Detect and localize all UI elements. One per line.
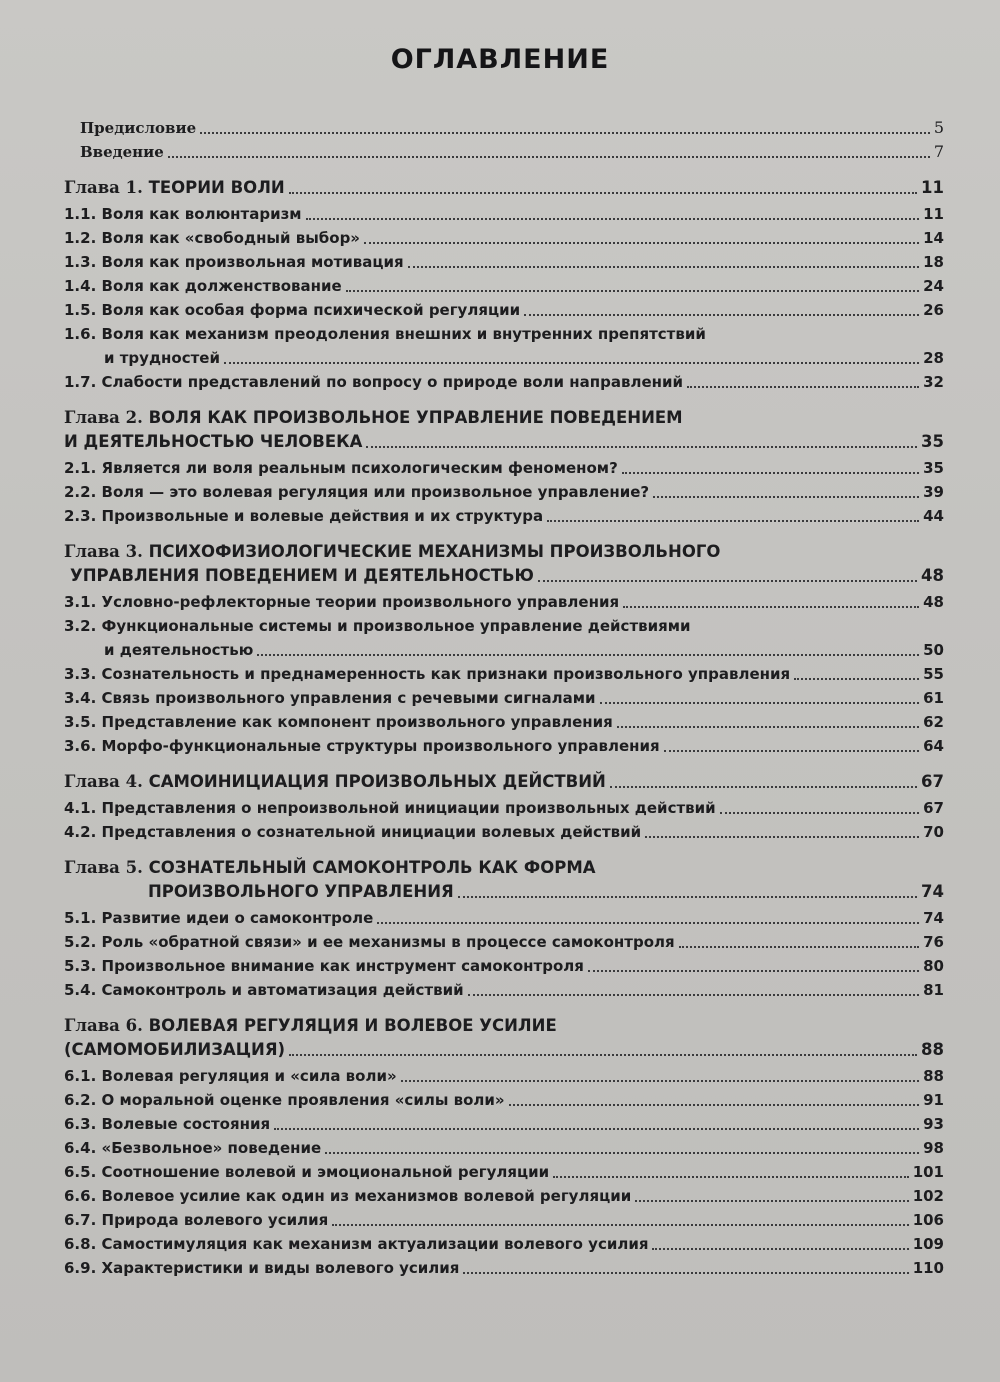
section-page: 64 [923,737,944,755]
section-label [64,1208,328,1232]
section-label [64,370,683,394]
dot-leader [547,506,919,522]
section-label [64,1232,648,1256]
section-label [64,734,660,758]
section-title-cont: и трудностей [104,349,220,367]
chapter-title: СОЗНАТЕЛЬНЫЙ САМОКОНТРОЛЬ КАК ФОРМА [148,858,596,877]
section-line [64,1136,944,1160]
section-label [64,1184,631,1208]
section-entry[interactable] [64,322,944,370]
dot-leader [325,1138,919,1154]
section-line [64,370,944,394]
section-page: 32 [923,373,944,391]
section-title: Волевое усилие как один из механизмов волевой регуляции [101,1187,632,1205]
section-line [64,954,944,978]
section-page: 48 [923,593,944,611]
dot-leader [332,1210,908,1226]
section-page: 67 [923,799,944,817]
section-title: Воля как «свободный выбор» [101,229,360,247]
section-page: 98 [923,1139,944,1157]
section-page: 26 [923,301,944,319]
section-label [64,820,641,844]
dot-leader [224,348,919,364]
chapter-block [64,540,944,758]
chapter-page: 48 [921,566,944,585]
section-title: Воля — это волевая регуляция или произвольное управление? [101,483,650,501]
dot-leader [679,932,919,948]
section-number: 6.6. [64,1187,97,1205]
section-number: 6.8. [64,1235,97,1253]
section-title: Связь произвольного управления с речевыми сигналами [101,689,596,707]
chapter-prefix: Глава 2. [64,408,143,427]
chapter-list [64,176,944,1280]
chapter-title: САМОИНИЦИАЦИЯ ПРОИЗВОЛЬНЫХ ДЕЙСТВИЙ [148,772,606,791]
chapter-title: ТЕОРИИ ВОЛИ [148,178,285,197]
dot-leader [306,204,920,220]
section-title-cont: и деятельностью [104,641,254,659]
section-number: 2.2. [64,483,97,501]
section-entry[interactable] [64,1160,944,1184]
section-number: 6.7. [64,1211,97,1229]
section-title: Воля как особая форма психической регуляции [101,301,521,319]
chapter-title-cont: ПРОИЗВОЛЬНОГО УПРАВЛЕНИЯ [148,882,454,901]
section-title: О моральной оценке проявления «силы воли» [101,1091,505,1109]
section-entry[interactable] [64,710,944,734]
dot-leader [664,736,919,752]
section-line [64,1232,944,1256]
section-label [64,226,360,250]
chapter-title-wrap [64,176,285,200]
section-page: 28 [923,349,944,367]
section-title: Воля как произвольная мотивация [101,253,404,271]
section-entry[interactable] [64,978,944,1002]
section-line [64,978,944,1002]
section-entry[interactable] [64,1136,944,1160]
section-entry[interactable] [64,250,944,274]
section-line [64,298,944,322]
section-label [64,978,464,1002]
section-line [64,1088,944,1112]
dot-leader [588,956,919,972]
chapter-title-cont: УПРАВЛЕНИЯ ПОВЕДЕНИЕМ И ДЕЯТЕЛЬНОСТЬЮ [70,566,534,585]
section-title: Функциональные системы и произвольное управление действиями [101,617,691,635]
section-line [64,820,944,844]
chapter-block [64,1014,944,1280]
section-entry[interactable] [64,298,944,322]
section-entry[interactable] [64,1112,944,1136]
toc-entry-introduction[interactable] [80,140,944,164]
chapter-title: ПСИХОФИЗИОЛОГИЧЕСКИЕ МЕХАНИЗМЫ ПРОИЗВОЛЬНОГО [148,542,721,561]
section-line [64,1184,944,1208]
dot-leader [645,822,919,838]
section-line [64,322,944,346]
section-line [64,590,944,614]
section-entry[interactable] [64,480,944,504]
section-entry[interactable] [64,734,944,758]
section-line [64,662,944,686]
dot-leader [377,908,919,924]
section-page: 102 [912,1187,944,1205]
section-label [64,590,619,614]
section-title: Воля как волюнтаризм [101,205,302,223]
section-page: 50 [923,641,944,659]
section-number: 6.2. [64,1091,97,1109]
page-title: ОГЛАВЛЕНИЕ [390,44,610,75]
section-page: 88 [923,1067,944,1085]
section-line [64,1256,944,1280]
section-line [64,274,944,298]
section-page: 74 [923,909,944,927]
dot-leader [617,712,919,728]
section-label [64,1160,549,1184]
section-label [64,202,302,226]
section-line [64,686,944,710]
section-entry[interactable] [64,370,944,394]
section-title: Представления о сознательной инициации волевых действий [101,823,642,841]
section-entry[interactable] [64,686,944,710]
dot-leader [366,432,917,448]
chapter-title-wrap [64,770,606,794]
section-number: 1.7. [64,373,97,391]
section-page: 14 [923,229,944,247]
section-page: 91 [923,1091,944,1109]
section-number: 3.4. [64,689,97,707]
chapter-title-cont: (САМОМОБИЛИЗАЦИЯ) [64,1040,286,1059]
section-line [64,930,944,954]
section-page: 106 [912,1211,944,1229]
section-line [64,906,944,930]
section-page: 44 [923,507,944,525]
section-title: Является ли воля реальным психологическим феноменом? [101,459,618,477]
section-line [64,346,944,370]
section-label [64,250,404,274]
dot-leader [538,566,917,582]
dot-leader [623,592,919,608]
section-title: Представление как компонент произвольного управления [101,713,613,731]
section-label [64,796,716,820]
section-title: Воля как механизм преодоления внешних и внутренних препятствий [101,325,706,343]
section-number: 3.5. [64,713,97,731]
section-number: 4.2. [64,823,97,841]
chapter-title: ВОЛЕВАЯ РЕГУЛЯЦИЯ И ВОЛЕВОЕ УСИЛИЕ [148,1016,557,1035]
section-label [64,686,596,710]
dot-leader [524,300,919,316]
section-number: 6.3. [64,1115,97,1133]
section-label [64,1256,459,1280]
chapter-entry[interactable] [64,880,944,904]
dot-leader [635,1186,908,1202]
front-matter [64,116,944,164]
dot-leader [364,228,919,244]
chapter-entry[interactable] [64,564,944,588]
section-title: Роль «обратной связи» и ее механизмы в процессе самоконтроля [101,933,675,951]
section-label [64,1112,270,1136]
dot-leader [401,1066,919,1082]
chapter-block [64,770,944,844]
section-entry[interactable] [64,274,944,298]
dot-leader [600,688,920,704]
section-page: 24 [923,277,944,295]
section-entry[interactable] [64,614,944,662]
chapter-page: 35 [921,432,944,451]
section-entry[interactable] [64,456,944,480]
section-number: 6.9. [64,1259,97,1277]
section-title: Сознательность и преднамеренность как признаки произвольного управления [101,665,791,683]
section-page: 39 [923,483,944,501]
section-number: 1.1. [64,205,97,223]
entry-label: Введение [80,143,164,161]
section-title: Волевые состояния [101,1115,271,1133]
section-label [64,710,613,734]
section-line [64,614,944,638]
section-line [64,710,944,734]
section-title: Воля как долженствование [101,277,342,295]
section-page: 18 [923,253,944,271]
section-line [64,456,944,480]
dot-leader [610,772,917,788]
section-title: Развитие идеи о самоконтроле [101,909,374,927]
section-entry[interactable] [64,1064,944,1088]
section-entry[interactable] [64,1208,944,1232]
section-number: 5.3. [64,957,97,975]
dot-leader [652,1234,908,1250]
chapter-title-line [64,856,944,880]
section-title: Самоконтроль и автоматизация действий [101,981,464,999]
section-label [64,930,675,954]
chapter-entry[interactable] [64,430,944,454]
chapter-page: 67 [921,772,944,791]
section-number: 2.1. [64,459,97,477]
chapter-title-line [64,406,944,430]
chapter-prefix: Глава 4. [64,772,143,791]
section-page: 81 [923,981,944,999]
section-page: 110 [912,1259,944,1277]
entry-page: 7 [933,142,944,161]
section-page: 11 [923,205,944,223]
section-label [64,504,543,528]
dot-leader [553,1162,909,1178]
section-title: Представления о непроизвольной инициации произвольных действий [101,799,716,817]
chapter-prefix: Глава 6. [64,1016,143,1035]
section-title: Морфо-функциональные структуры произвольного управления [101,737,660,755]
chapter-block [64,406,944,528]
dot-leader [289,1040,917,1056]
toc-entry-preface[interactable] [80,116,944,140]
section-entry[interactable] [64,1184,944,1208]
chapter-entry[interactable] [64,1038,944,1062]
dot-leader [408,252,919,268]
section-entry[interactable] [64,662,944,686]
dot-leader [458,882,917,898]
section-number: 1.4. [64,277,97,295]
section-number: 3.2. [64,617,97,635]
section-title: Слабости представлений по вопросу о природе воли направлений [101,373,684,391]
section-number: 3.6. [64,737,97,755]
section-label [64,480,649,504]
section-line [64,504,944,528]
dot-leader [257,640,919,656]
section-label [64,1136,321,1160]
section-number: 6.1. [64,1067,97,1085]
dot-leader [168,142,930,158]
dot-leader [468,980,919,996]
section-label [64,954,584,978]
section-line [64,638,944,662]
section-line [64,202,944,226]
dot-leader [289,178,917,194]
section-entry[interactable] [64,226,944,250]
section-page: 61 [923,689,944,707]
section-page: 70 [923,823,944,841]
chapter-entry[interactable] [64,176,944,200]
dot-leader [346,276,919,292]
section-page: 109 [912,1235,944,1253]
section-entry[interactable] [64,1232,944,1256]
section-entry[interactable] [64,202,944,226]
section-number: 1.6. [64,325,97,343]
section-title: Самостимуляция как механизм актуализации волевого усилия [101,1235,649,1253]
dot-leader [463,1258,908,1274]
section-page: 62 [923,713,944,731]
chapter-title-line [64,1014,944,1038]
section-entry[interactable] [64,1256,944,1280]
section-label [64,1064,397,1088]
dot-leader [653,482,919,498]
section-title: Произвольные и волевые действия и их структура [101,507,544,525]
section-number: 3.3. [64,665,97,683]
section-line [64,734,944,758]
section-entry[interactable] [64,820,944,844]
section-entry[interactable] [64,954,944,978]
section-number: 2.3. [64,507,97,525]
entry-page: 5 [933,118,944,137]
dot-leader [274,1114,919,1130]
section-entry[interactable] [64,930,944,954]
dot-leader [622,458,919,474]
section-number: 4.1. [64,799,97,817]
dot-leader [509,1090,920,1106]
section-title: «Безвольное» поведение [101,1139,322,1157]
section-label [64,662,790,686]
section-title: Волевая регуляция и «сила воли» [101,1067,397,1085]
chapter-page: 88 [921,1040,944,1059]
chapter-prefix: Глава 5. [64,858,143,877]
section-label [64,1088,505,1112]
section-number: 1.3. [64,253,97,271]
section-title: Условно-рефлекторные теории произвольного управления [101,593,620,611]
section-page: 35 [923,459,944,477]
section-entry[interactable] [64,906,944,930]
section-line [64,1160,944,1184]
section-title: Соотношение волевой и эмоциональной регуляции [101,1163,550,1181]
section-line [64,250,944,274]
section-number: 6.4. [64,1139,97,1157]
section-title: Природа волевого усилия [101,1211,329,1229]
section-number: 5.2. [64,933,97,951]
chapter-prefix: Глава 3. [64,542,143,561]
dot-leader [200,118,930,134]
section-label [64,298,520,322]
section-line [64,480,944,504]
section-line [64,796,944,820]
chapter-prefix: Глава 1. [64,178,143,197]
section-number: 3.1. [64,593,97,611]
chapter-block [64,856,944,1002]
table-of-contents [64,116,944,1280]
entry-label: Предисловие [80,119,197,137]
section-label [64,456,618,480]
section-line [64,1112,944,1136]
section-page: 80 [923,957,944,975]
section-page: 55 [923,665,944,683]
section-number: 5.4. [64,981,97,999]
section-label [64,274,342,298]
chapter-title-cont: И ДЕЯТЕЛЬНОСТЬЮ ЧЕЛОВЕКА [64,432,363,451]
section-page: 76 [923,933,944,951]
chapter-page: 11 [921,178,944,197]
section-title: Характеристики и виды волевого усилия [101,1259,460,1277]
chapter-title: ВОЛЯ КАК ПРОИЗВОЛЬНОЕ УПРАВЛЕНИЕ ПОВЕДЕНИЕМ [148,408,683,427]
chapter-page: 74 [921,882,944,901]
section-number: 5.1. [64,909,97,927]
section-line [64,1208,944,1232]
section-number: 1.5. [64,301,97,319]
dot-leader [687,372,919,388]
chapter-title-line [64,540,944,564]
section-label [64,906,373,930]
dot-leader [720,798,919,814]
section-title: Произвольное внимание как инструмент самоконтроля [101,957,584,975]
section-line [64,1064,944,1088]
section-page: 101 [912,1163,944,1181]
section-number: 6.5. [64,1163,97,1181]
section-line [64,226,944,250]
chapter-entry[interactable] [64,770,944,794]
section-entry[interactable] [64,1088,944,1112]
section-entry[interactable] [64,796,944,820]
section-entry[interactable] [64,590,944,614]
section-number: 1.2. [64,229,97,247]
dot-leader [794,664,919,680]
section-page: 93 [923,1115,944,1133]
chapter-block [64,176,944,394]
section-entry[interactable] [64,504,944,528]
